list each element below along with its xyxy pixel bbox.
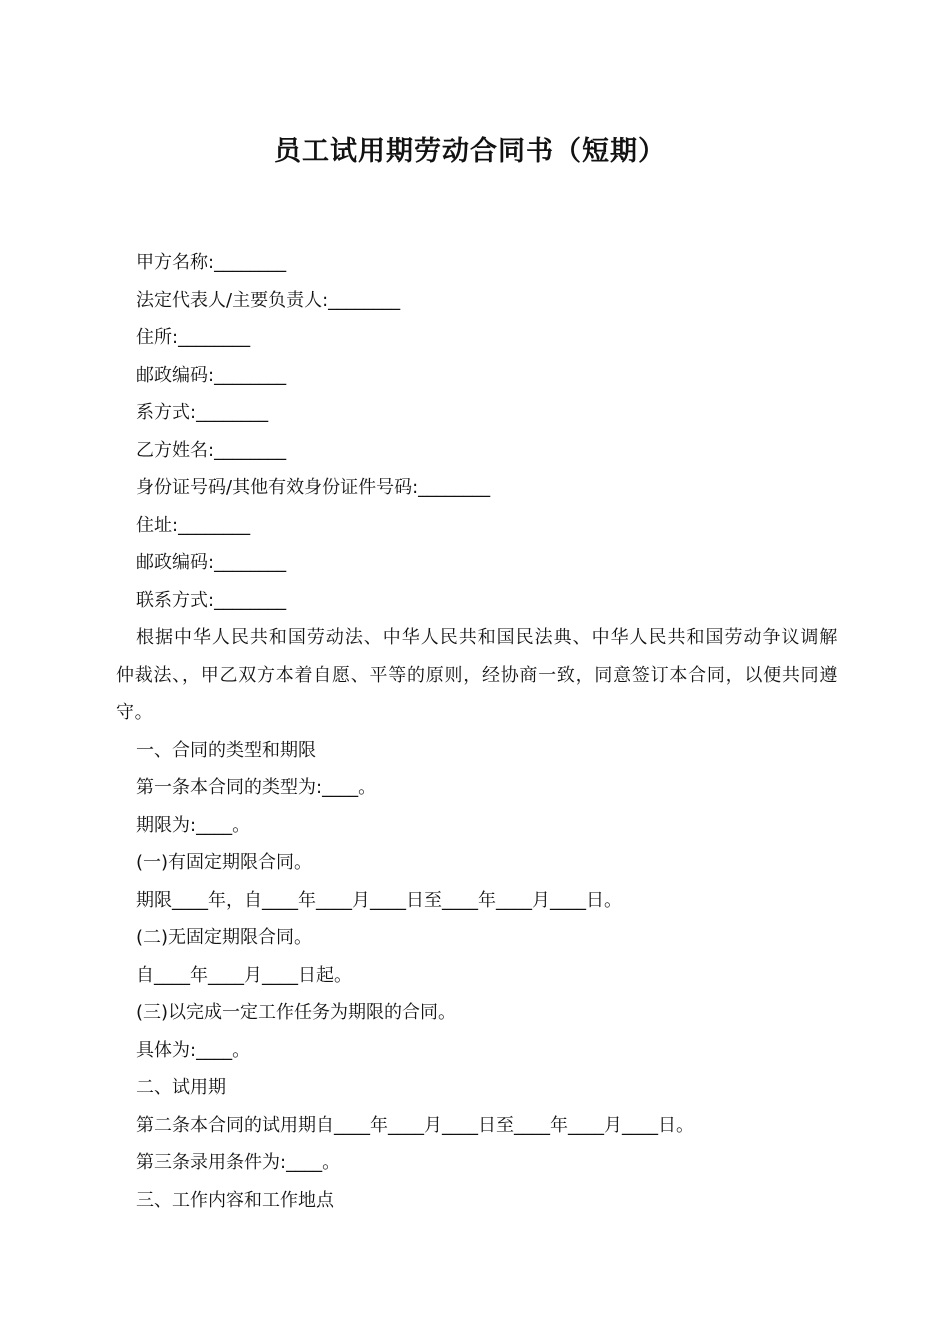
party-a-address-line: 住所:________ — [136, 327, 251, 348]
clause-line: 期限为:____。 — [136, 814, 251, 836]
clause-line: (一)有固定期限合同。 — [136, 852, 313, 873]
party-b-address-line: 住址:________ — [136, 514, 251, 536]
party-b-postcode-line: 邮政编码:________ — [136, 552, 287, 573]
party-b-contact-line: 联系方式:________ — [136, 589, 287, 611]
section-heading: 一、合同的类型和期限 — [136, 739, 316, 761]
clause-line: 自____年____月____日起。 — [136, 964, 352, 986]
party-a-name-line: 甲方名称:________ — [136, 252, 287, 273]
preamble-paragraph: 根据中华人民共和国劳动法、中华人民共和国民法典、中华人民共和国劳动争议调解仲裁法、，甲乙双方本着自愿、平等的原则，经协商一致，同意签订本合同，以便共同遵守。 — [116, 627, 838, 723]
clause-line: (三)以完成一定工作任务为期限的合同。 — [136, 1002, 457, 1023]
article-line: 第一条本合同的类型为:____。 — [136, 777, 377, 798]
article-line: 第三条录用条件为:____。 — [136, 1152, 341, 1173]
party-a-postcode-line: 邮政编码:________ — [136, 364, 287, 386]
section-heading: 二、试用期 — [136, 1077, 226, 1098]
section-heading: 三、工作内容和工作地点 — [136, 1189, 334, 1211]
article-line: 第二条本合同的试用期自____年____月____日至____年____月____日。 — [136, 1114, 694, 1136]
party-b-name-line: 乙方姓名:________ — [136, 439, 287, 461]
clause-line: 具体为:____。 — [136, 1039, 251, 1061]
document-body — [116, 244, 838, 1219]
clause-line: 期限____年，自____年____月____日至____年____月____日。 — [136, 889, 622, 911]
party-b-id-line: 身份证号码/其他有效身份证件号码:________ — [136, 477, 491, 498]
clause-line: (二)无固定期限合同。 — [136, 927, 313, 948]
document-title: 员工试用期劳动合同书（短期） — [274, 136, 666, 167]
party-a-contact-line: 系方式:________ — [136, 402, 269, 423]
legal-representative-line: 法定代表人/主要负责人:________ — [136, 289, 401, 311]
